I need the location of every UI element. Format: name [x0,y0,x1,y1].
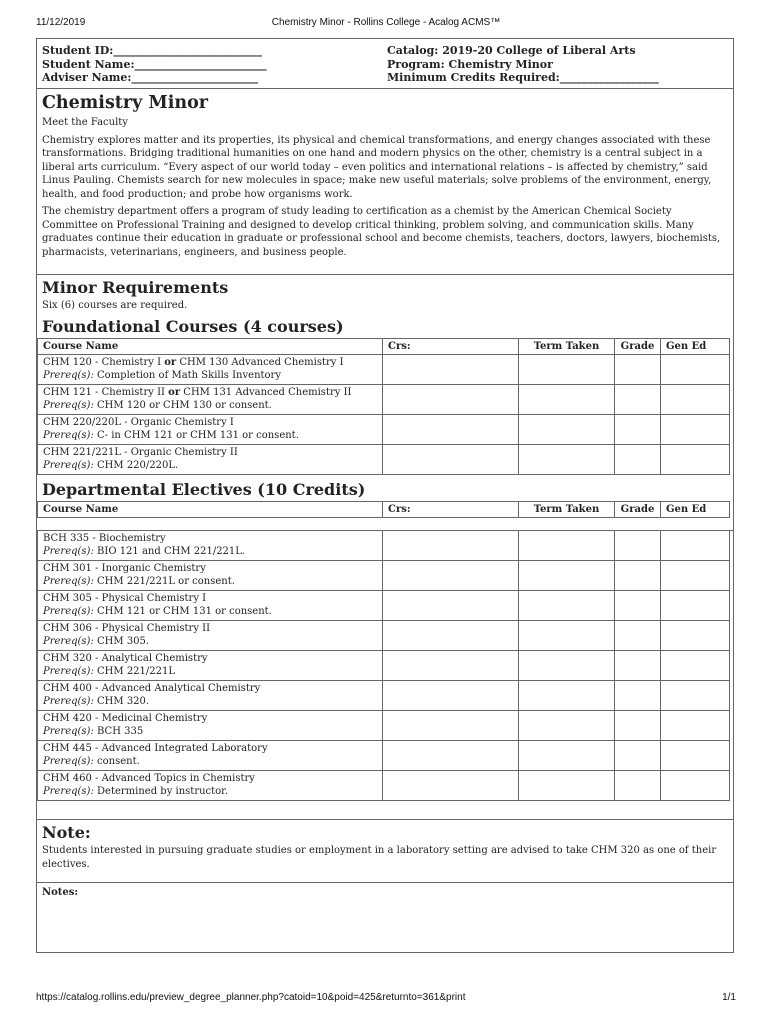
col-crs: Crs: [383,338,519,354]
grade-cell[interactable] [615,414,661,444]
gened-cell[interactable] [661,531,730,561]
term-cell[interactable] [519,561,615,591]
student-name-field: Student Name:________________________ [42,57,267,71]
term-cell[interactable] [519,741,615,771]
term-cell[interactable] [519,651,615,681]
course-title: CHM 121 - Chemistry II or CHM 131 Advanced Chemistry II [43,386,352,398]
course-cell [38,561,383,591]
col-grade: Grade [615,338,661,354]
course-prereq: Prereq(s): consent. [43,756,140,767]
min-credits-field: Minimum Credits Required:__________________ [387,71,659,84]
print-date: 11/12/2019 [36,17,86,28]
course-prereq: Prereq(s): CHM 221/221L [43,666,175,677]
course-cell [38,591,383,621]
crs-cell[interactable] [383,621,519,651]
crs-cell[interactable] [383,741,519,771]
course-title: CHM 320 - Analytical Chemistry [43,653,208,664]
crs-cell[interactable] [383,414,519,444]
course-cell [38,711,383,741]
course-cell [38,621,383,651]
foundational-table [37,338,730,475]
program-field: Program: Chemistry Minor [387,57,553,71]
course-cell [38,741,383,771]
gened-cell[interactable] [661,561,730,591]
print-url: https://catalog.rollins.edu/preview_degree_planner.php?catoid=10&poid=425&returnto=361&print [36,992,466,1003]
col-term-taken: Term Taken [519,338,615,354]
course-title: CHM 400 - Advanced Analytical Chemistry [43,683,261,694]
meet-faculty-link[interactable]: Meet the Faculty [42,117,128,128]
minor-requirements [37,278,733,531]
term-cell[interactable] [519,444,615,474]
crs-cell[interactable] [383,681,519,711]
grade-cell[interactable] [615,741,661,771]
course-prereq: Prereq(s): Determined by instructor. [43,786,229,797]
grade-cell[interactable] [615,681,661,711]
course-title: CHM 460 - Advanced Topics in Chemistry [43,773,255,784]
grade-cell[interactable] [615,384,661,414]
term-cell[interactable] [519,621,615,651]
course-prereq: Prereq(s): CHM 320. [43,696,150,707]
grade-cell[interactable] [615,771,661,801]
grade-cell[interactable] [615,531,661,561]
electives-table [37,530,730,801]
gened-cell[interactable] [661,771,730,801]
grade-cell[interactable] [615,621,661,651]
col-grade: Grade [615,501,661,517]
term-cell[interactable] [519,354,615,384]
table-row [38,591,730,621]
table-row [38,711,730,741]
gened-cell[interactable] [661,414,730,444]
program-description [37,93,733,275]
course-prereq: Prereq(s): BIO 121 and CHM 221/221L. [43,546,246,557]
table-row [38,771,730,801]
grade-cell[interactable] [615,561,661,591]
note-title: Note: [42,823,91,842]
degree-planner-sheet [36,38,734,953]
term-cell[interactable] [519,771,615,801]
term-cell[interactable] [519,531,615,561]
course-prereq: Prereq(s): CHM 221/221L or consent. [43,576,235,587]
course-title: CHM 305 - Physical Chemistry I [43,593,207,604]
table-row [38,741,730,771]
col-course-name: Course Name [38,501,383,517]
table-row [38,651,730,681]
table-row [38,681,730,711]
print-footer [36,992,736,1006]
course-title: CHM 120 - Chemistry I or CHM 130 Advanced Chemistry I [43,356,344,368]
term-cell[interactable] [519,384,615,414]
col-gen-ed: Gen Ed [661,338,730,354]
col-course-name: Course Name [38,338,383,354]
course-title: CHM 306 - Physical Chemistry II [43,623,211,634]
table-header-row [38,501,730,517]
course-cell [38,444,383,474]
course-prereq: Prereq(s): CHM 121 or CHM 131 or consent. [43,606,272,617]
description-paragraph-2: The chemistry department offers a program of study leading to certification as a chemist by the American Chemical Society Committee on Professional Training and designed to develop critical thinking, problem solving, and communication skills. Many graduates continue their education in graduate or professional school and become chemists, teachers, doctors, lawyers, biochemists, pharmacists, veterinarians, engineers, and business people. [42,206,721,258]
crs-cell[interactable] [383,591,519,621]
course-prereq: Prereq(s): C- in CHM 121 or CHM 131 or consent. [43,429,299,441]
term-cell[interactable] [519,414,615,444]
crs-cell[interactable] [383,444,519,474]
crs-cell[interactable] [383,531,519,561]
course-cell [38,384,383,414]
course-title: BCH 335 - Biochemistry [43,533,166,544]
course-prereq: Prereq(s): CHM 220/220L. [43,459,179,471]
col-crs: Crs: [383,501,519,517]
course-cell [38,414,383,444]
notes-label: Notes: [42,887,79,898]
course-prereq: Prereq(s): CHM 305. [43,636,150,647]
student-info-box [37,39,733,89]
grade-cell[interactable] [615,591,661,621]
gened-cell[interactable] [661,621,730,651]
crs-cell[interactable] [383,561,519,591]
crs-cell[interactable] [383,384,519,414]
course-cell [38,354,383,384]
crs-cell[interactable] [383,771,519,801]
requirements-subtitle: Six (6) courses are required. [42,300,188,311]
note-section [37,823,733,883]
col-term-taken: Term Taken [519,501,615,517]
course-cell [38,531,383,561]
table-header-row [38,338,730,354]
term-cell[interactable] [519,681,615,711]
course-prereq: Prereq(s): BCH 335 [43,726,144,737]
catalog-field: Catalog: 2019-20 College of Liberal Arts [387,44,636,57]
course-prereq: Prereq(s): Completion of Math Skills Inventory [43,369,281,381]
grade-cell[interactable] [615,354,661,384]
electives-title: Departmental Electives (10 Credits) [42,479,366,499]
gened-cell[interactable] [661,711,730,741]
course-cell [38,651,383,681]
course-prereq: Prereq(s): CHM 120 or CHM 130 or consent. [43,399,272,411]
departmental-electives [37,530,733,820]
crs-cell[interactable] [383,651,519,681]
table-row [38,414,730,444]
gened-cell[interactable] [661,681,730,711]
notes-section[interactable] [37,887,733,967]
term-cell[interactable] [519,591,615,621]
foundational-title: Foundational Courses (4 courses) [42,316,344,336]
crs-cell[interactable] [383,711,519,741]
table-row [38,561,730,591]
term-cell[interactable] [519,711,615,741]
col-gen-ed: Gen Ed [661,501,730,517]
course-cell [38,681,383,711]
electives-header-table [37,501,730,518]
table-row [38,354,730,384]
course-title: CHM 301 - Inorganic Chemistry [43,563,206,574]
adviser-name-field: Adviser Name:_______________________ [42,71,258,84]
grade-cell[interactable] [615,651,661,681]
course-title: CHM 220/220L - Organic Chemistry I [43,416,234,428]
crs-cell[interactable] [383,354,519,384]
program-title: Chemistry Minor [42,93,209,113]
course-cell [38,771,383,801]
student-id-field: Student ID:___________________________ [42,44,262,57]
requirements-title: Minor Requirements [42,278,229,297]
table-row [38,444,730,474]
table-row [38,531,730,561]
program-info-right [387,44,659,85]
print-page-number: 1/1 [722,992,736,1003]
course-title: CHM 221/221L - Organic Chemistry II [43,446,238,458]
print-title: Chemistry Minor - Rollins College - Acalog ACMS™ [271,17,501,28]
gened-cell[interactable] [661,741,730,771]
student-info-left [42,44,267,85]
gened-cell[interactable] [661,384,730,414]
table-row [38,621,730,651]
course-title: CHM 420 - Medicinal Chemistry [43,713,208,724]
gened-cell[interactable] [661,444,730,474]
grade-cell[interactable] [615,444,661,474]
print-header [36,17,736,31]
note-text: Students interested in pursuing graduate studies or employment in a laboratory setting are advised to take CHM 320 as one of their electives. [42,845,717,870]
table-row [38,384,730,414]
course-title: CHM 445 - Advanced Integrated Laboratory [43,743,268,754]
grade-cell[interactable] [615,711,661,741]
gened-cell[interactable] [661,354,730,384]
gened-cell[interactable] [661,591,730,621]
description-paragraph-1: Chemistry explores matter and its properties, its physical and chemical transformations, and energy changes associated with these transformations. Bridging traditional humanities on one hand and modern physics on the other, chemistry is a central subject in a liberal arts curriculum. “Every aspect of our world today – even politics and international relations – is affected by chemistry,” said Linus Pauling. Chemists search for new molecules in space; make new useful materials; solve problems of the environment, energy, health, and food production; and probe how organisms work. [42,134,712,200]
gened-cell[interactable] [661,651,730,681]
